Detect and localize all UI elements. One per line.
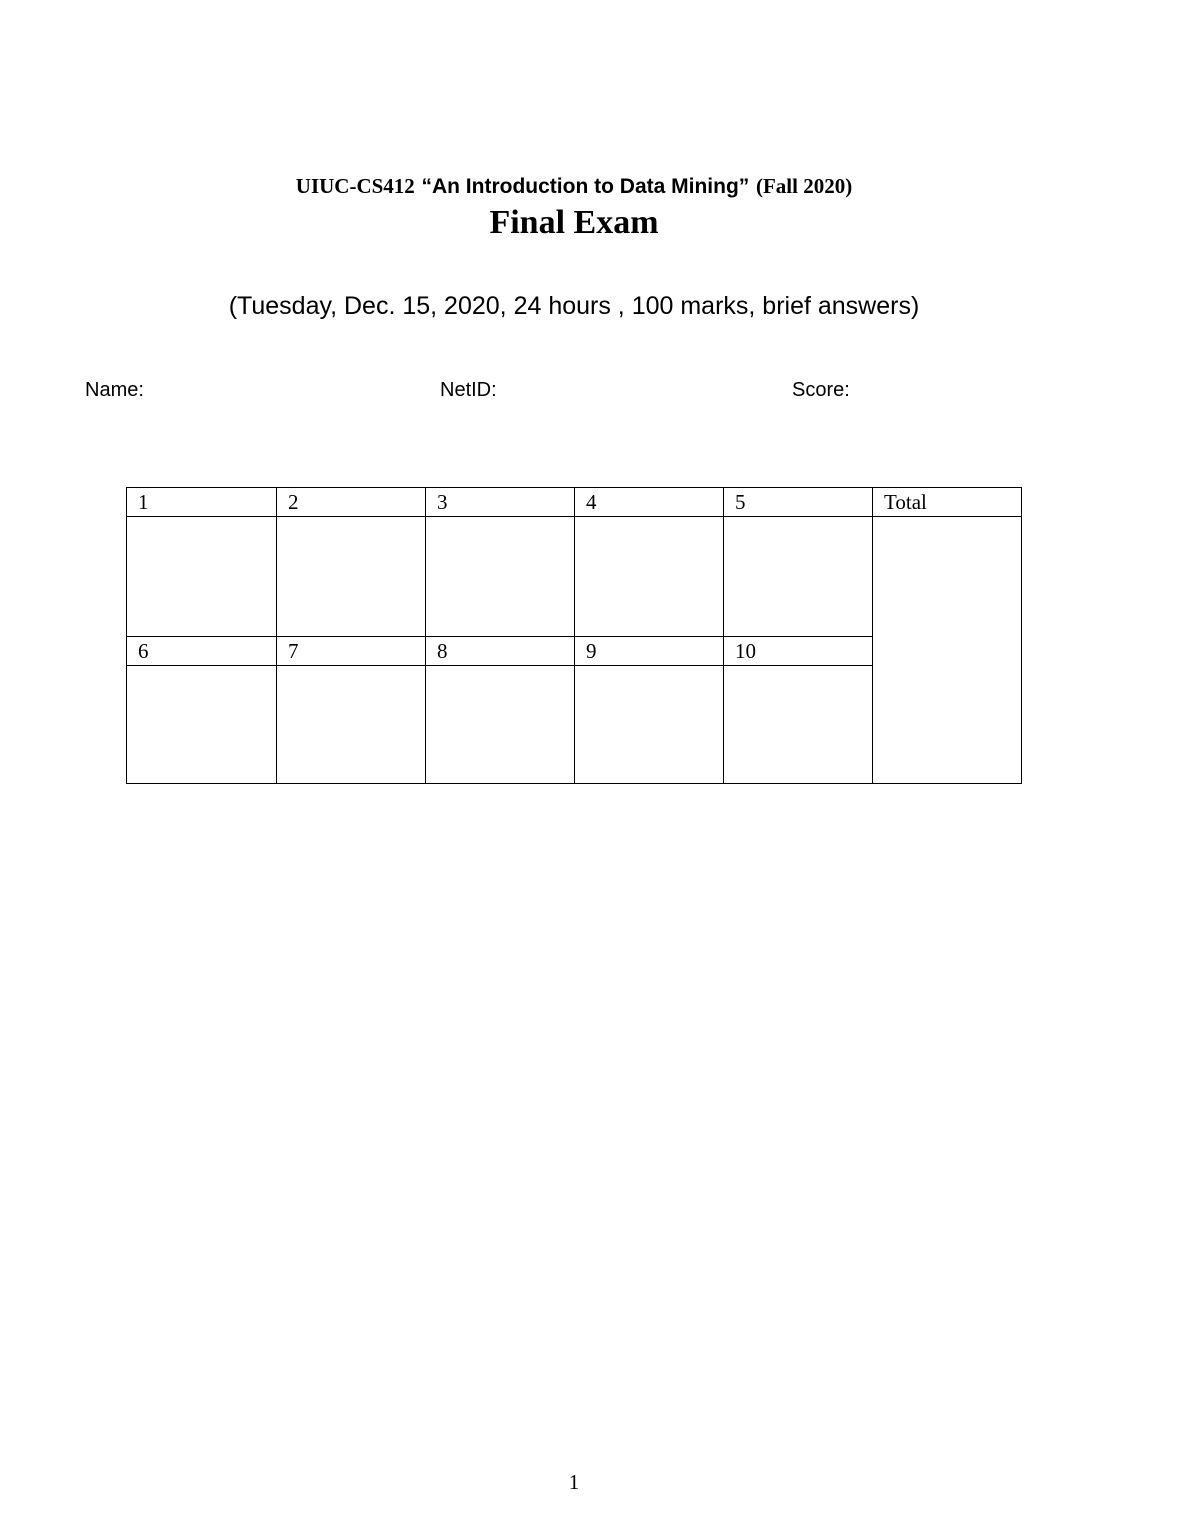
question-7-score-box — [277, 666, 426, 784]
question-8-score-box — [426, 666, 575, 784]
question-10-header: 10 — [724, 637, 873, 666]
question-2-score-box — [277, 517, 426, 637]
course-header — [0, 172, 1148, 201]
total-score-box — [873, 517, 1022, 784]
exam-info: (Tuesday, Dec. 15, 2020, 24 hours , 100 marks, brief answers) — [228, 292, 920, 320]
score-label: Score: — [792, 379, 850, 401]
page-number: 1 — [568, 1470, 580, 1494]
question-3-score-box — [426, 517, 575, 637]
question-3-header: 3 — [426, 488, 575, 517]
question-6-score-box — [127, 666, 277, 784]
question-1-score-box — [127, 517, 277, 637]
course-title: “An Introduction to Data Mining” — [421, 175, 750, 198]
netid-label: NetID: — [440, 379, 497, 401]
question-5-score-box — [724, 517, 873, 637]
total-header: Total — [873, 488, 1022, 517]
question-5-header: 5 — [724, 488, 873, 517]
course-term: (Fall 2020) — [755, 174, 853, 198]
question-2-header: 2 — [277, 488, 426, 517]
question-4-header: 4 — [575, 488, 724, 517]
course-code: UIUC-CS412 — [295, 174, 415, 198]
question-8-header: 8 — [426, 637, 575, 666]
question-6-header: 6 — [127, 637, 277, 666]
score-table — [126, 487, 1022, 784]
question-4-score-box — [575, 517, 724, 637]
question-9-header: 9 — [575, 637, 724, 666]
exam-title: Final Exam — [489, 204, 659, 241]
question-9-score-box — [575, 666, 724, 784]
name-label: Name: — [85, 379, 144, 401]
question-1-header: 1 — [127, 488, 277, 517]
question-7-header: 7 — [277, 637, 426, 666]
question-10-score-box — [724, 666, 873, 784]
